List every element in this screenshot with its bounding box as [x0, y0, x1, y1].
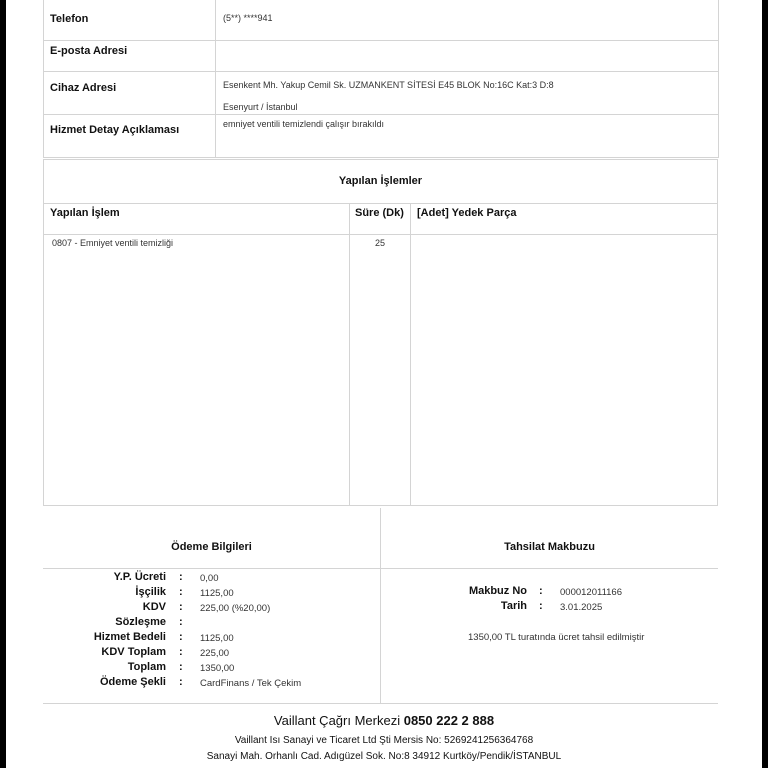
duration-cell: 25 [375, 238, 386, 248]
payment-section: Ödeme Bilgileri Tahsilat Makbuzu Y.P. Ücreti : 0,00 İşçilik : 1125,00 KDV : 225,00 (%20,00) Sözleşme : Hizmet Bedeli : 1125,00 KDV Toplam : 225,00 Toplam : 1350,00 Ödeme Şekli : CardFinans / Tek Çekim Makbuz No : 000012011166 Tarih : 3.01.2025 1350,00 TL turatında ücret tahsil edilmiştir [43, 508, 718, 704]
payment-label: Toplam [127, 661, 166, 673]
payment-value: 225,00 (%20,00) [200, 603, 271, 614]
phone-label: Telefon [50, 13, 89, 25]
payment-value: 1350,00 [200, 663, 235, 674]
divider [43, 703, 718, 704]
operation-cell: 0807 - Emniyet ventili temizliği [52, 238, 174, 248]
payment-label: KDV [142, 601, 166, 613]
receipt-no-value: 000012011166 [560, 587, 622, 598]
payment-label: Y.P. Ücreti [113, 571, 166, 583]
customer-info-table [43, 0, 719, 158]
payment-label: Hizmet Bedeli [93, 631, 166, 643]
operations-title: Yapılan İşlemler [338, 175, 423, 187]
call-center-phone: 0850 222 2 888 [403, 713, 495, 728]
column-header-operation: Yapılan İşlem [50, 207, 120, 219]
divider [380, 508, 381, 704]
address-line2: Esenyurt / İstanbul [223, 102, 298, 112]
call-center-text: Vaillant Çağrı Merkezi [273, 713, 401, 728]
receipt-note: 1350,00 TL turatında ücret tahsil edilmiştir [468, 632, 645, 643]
payment-info-title: Ödeme Bilgileri [171, 541, 252, 553]
receipt-date-value: 3.01.2025 [560, 602, 603, 613]
operations-box [43, 159, 718, 506]
payment-label: İşçilik [135, 586, 166, 598]
payment-value: 225,00 [200, 648, 230, 659]
receipt-no-label: Makbuz No [468, 585, 527, 597]
left-edge-shadow [0, 0, 6, 768]
divider [349, 203, 350, 505]
receipt-date-label: Tarih [500, 600, 527, 612]
payment-label: Sözleşme [115, 616, 166, 628]
payment-value: CardFinans / Tek Çekim [200, 678, 302, 689]
payment-label: Ödeme Şekli [99, 676, 166, 688]
right-edge-shadow [762, 0, 768, 768]
divider [43, 568, 718, 569]
company-line: Vaillant Isı Sanayi ve Ticaret Ltd Şti Mersis No: 5269241256364768 [234, 735, 534, 746]
payment-value: 1125,00 [200, 633, 234, 644]
company-address-line: Sanayi Mah. Orhanlı Cad. Adıgüzel Sok. No:8 34912 Kurtköy/Pendik/İSTANBUL [206, 751, 562, 762]
column-header-duration: Süre (Dk) [355, 207, 404, 219]
column-header-parts: [Adet] Yedek Parça [417, 207, 517, 219]
divider [410, 203, 411, 505]
service-detail-value: emniyet ventili temizlendi çalışır bırakıldı [223, 119, 385, 129]
payment-value: 1125,00 [200, 588, 234, 599]
email-label: E-posta Adresi [50, 45, 128, 57]
call-center-line [0, 713, 768, 728]
service-detail-label: Hizmet Detay Açıklaması [50, 124, 180, 136]
address-label: Cihaz Adresi [50, 82, 117, 94]
receipt-title: Tahsilat Makbuzu [504, 541, 595, 553]
divider [44, 234, 717, 235]
payment-label: KDV Toplam [101, 646, 166, 658]
address-value [223, 76, 718, 112]
address-line1: Esenkent Mh. Yakup Cemil Sk. UZMANKENT SİTESİ E45 BLOK No:16C Kat:3 D:8 [223, 80, 554, 90]
payment-value: 0,00 [200, 573, 219, 584]
divider [44, 203, 717, 204]
phone-value: (5**) ****941 [223, 13, 273, 23]
